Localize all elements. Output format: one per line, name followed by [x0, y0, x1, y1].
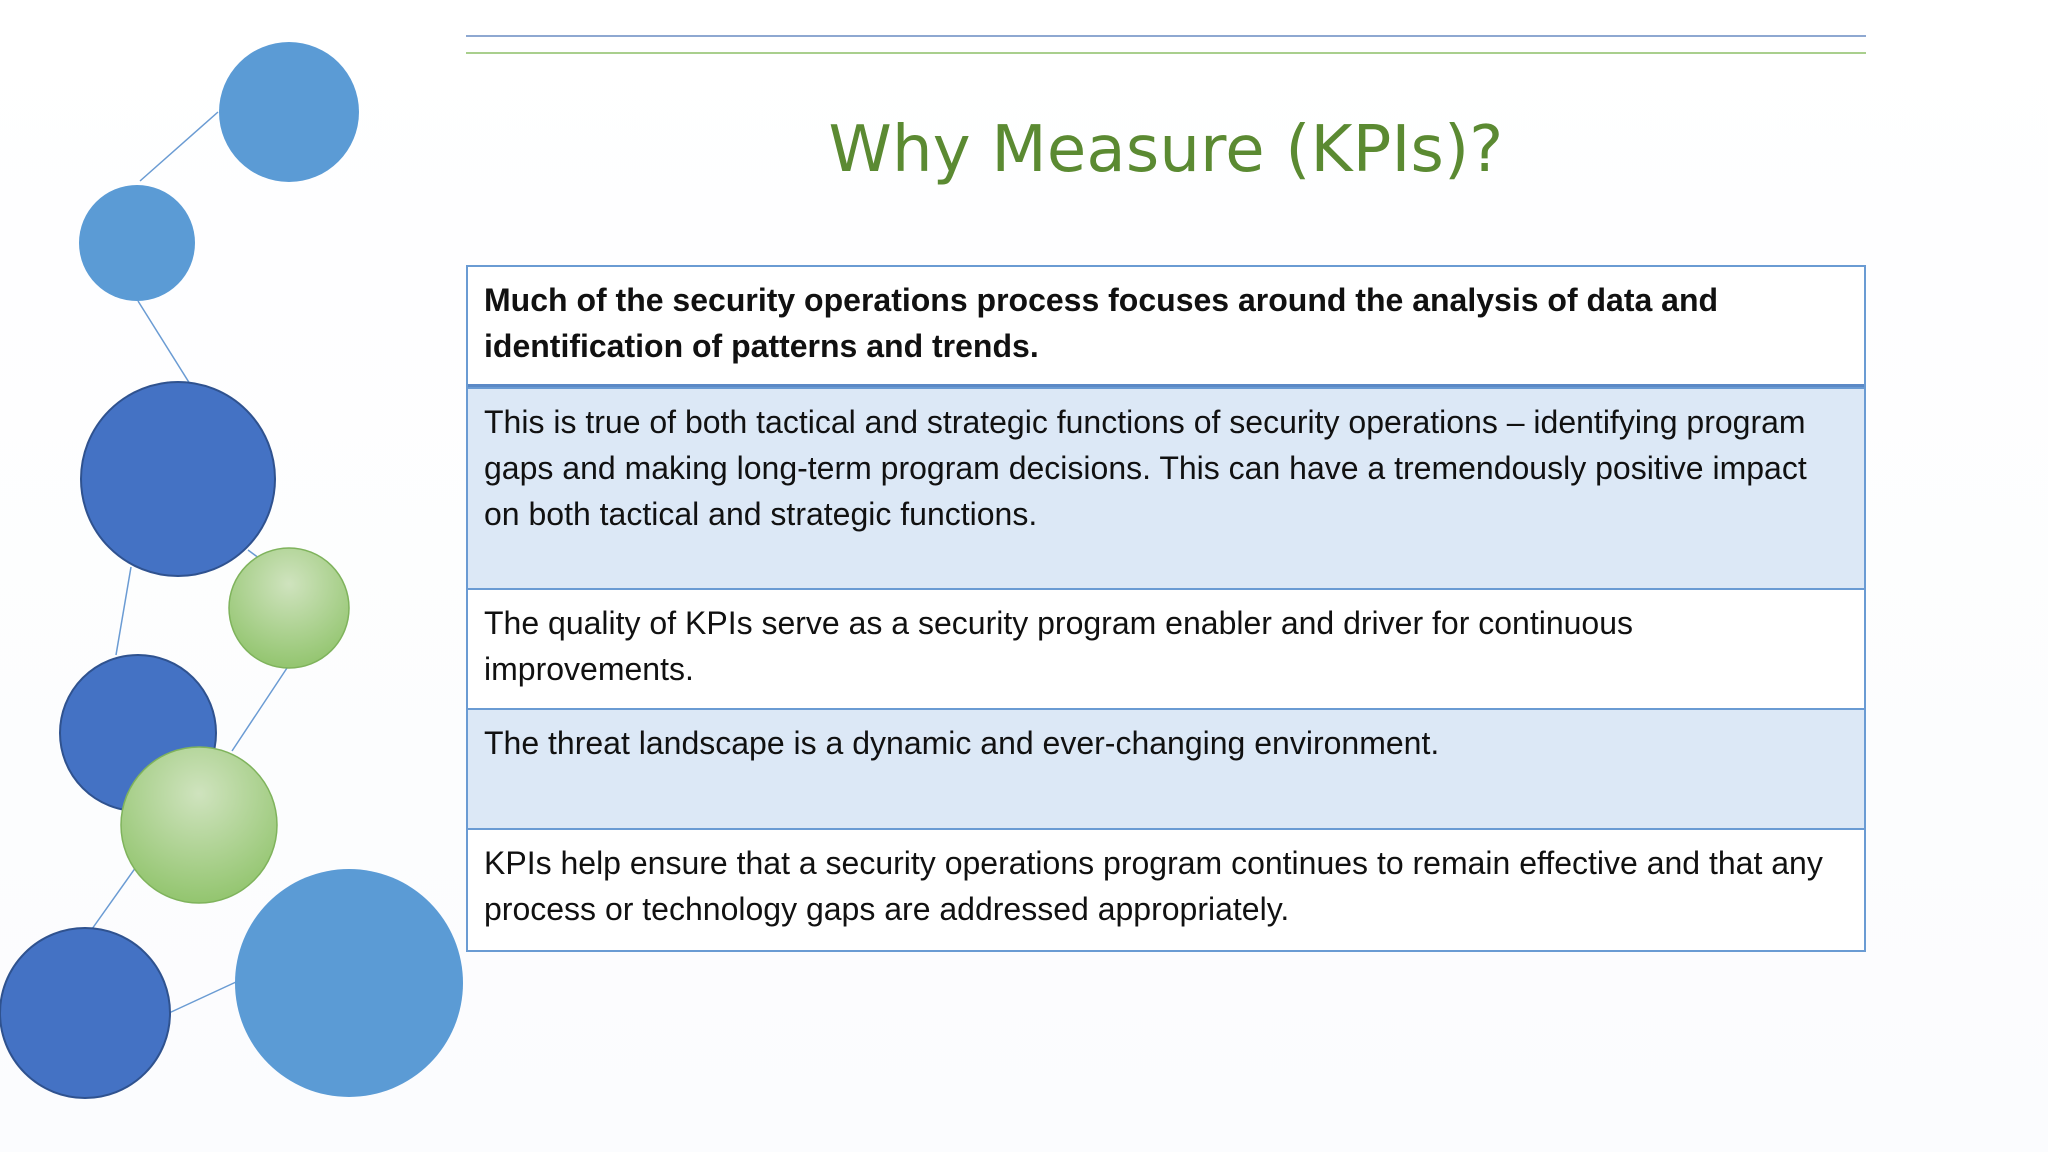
table-row-1: Much of the security operations process focuses around the analysis of data and identification of patterns and trends.: [468, 267, 1864, 387]
page-title: Why Measure (KPIs)?: [828, 113, 1504, 187]
decorative-circle-network: [0, 0, 470, 1152]
connector-line: [232, 668, 287, 751]
top-accent-rule: [466, 35, 1866, 37]
kpi-points-table: [466, 265, 1866, 952]
table-row-5: KPIs help ensure that a security operations program continues to remain effective and that any process or technology gaps are addressed appropriately.: [468, 828, 1864, 950]
connector-line: [92, 867, 136, 929]
circle-green: [229, 548, 349, 668]
circle-green: [121, 747, 277, 903]
circle-light-blue: [79, 185, 195, 301]
table-row-2: This is true of both tactical and strategic functions of security operations – identifying program gaps and making long-term program decisions. This can have a tremendously positive impact on both tactical and strategic functions.: [468, 387, 1864, 588]
circle-dark-blue: [81, 382, 275, 576]
table-row-3: The quality of KPIs serve as a security program enabler and driver for continuous improvements.: [468, 588, 1864, 708]
circle-light-blue: [219, 42, 359, 182]
bottom-accent-rule: [466, 52, 1866, 54]
circle-dark-blue: [0, 928, 170, 1098]
table-row-4: The threat landscape is a dynamic and ever-changing environment.: [468, 708, 1864, 828]
connector-line: [138, 301, 190, 384]
connector-line: [169, 982, 236, 1013]
circle-light-blue: [235, 869, 463, 1097]
connector-line: [116, 567, 131, 655]
connector-line: [140, 112, 218, 181]
